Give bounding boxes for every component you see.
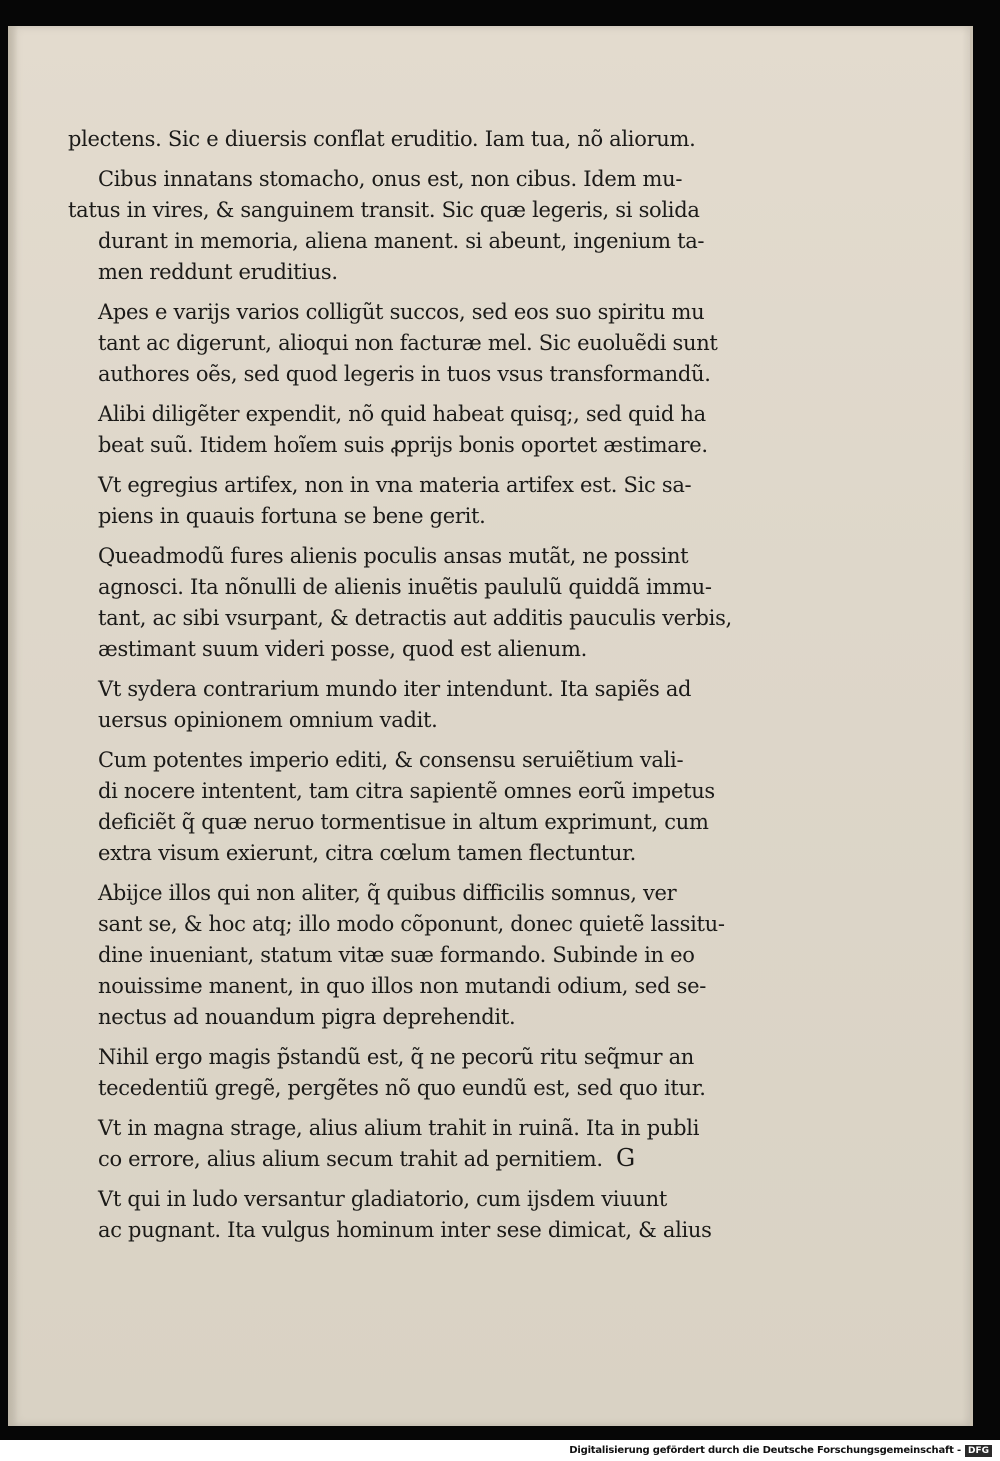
text-line: men reddunt eruditius. — [98, 260, 338, 284]
text-line: Alibi diligẽter expendit, nõ quid habeat quisq;, sed quid ha — [98, 402, 706, 426]
paragraph — [68, 878, 748, 1033]
text-block — [68, 124, 748, 1255]
page-gutter-shadow — [8, 26, 18, 1426]
paragraph — [68, 164, 748, 288]
paragraph — [68, 297, 748, 390]
text-line: tecedentiũ gregẽ, pergẽtes nõ quo eundũ est, sed quo itur. — [98, 1076, 706, 1100]
text-line: piens in quauis fortuna se bene gerit. — [98, 504, 486, 528]
text-line: tant, ac sibi vsurpant, & detractis aut additis pauculis verbis, — [98, 606, 732, 630]
digitization-credit-bar — [0, 1440, 1000, 1461]
text-line: co errore, alius alium secum trahit ad pernitiem. — [98, 1147, 603, 1171]
text-line: nectus ad nouandum pigra deprehendit. — [98, 1005, 516, 1029]
paragraph — [68, 541, 748, 665]
text-line: Vt sydera contrarium mundo iter intendunt. Ita sapiẽs ad — [98, 677, 692, 701]
text-line: Apes e varijs varios colligũt succos, sed eos suo spiritu mu — [98, 300, 705, 324]
funding-credit: Digitalisierung gefördert durch die Deutsche Forschungsgemeinschaft - — [569, 1445, 961, 1456]
text-line: deficiẽt q̃ quæ neruo tormentisue in altum exprimunt, cum — [98, 810, 709, 834]
paragraph — [68, 745, 748, 869]
text-line: Vt egregius artifex, non in vna materia artifex est. Sic sa- — [98, 473, 692, 497]
text-line: nouissime manent, in quo illos non mutandi odium, sed se- — [98, 974, 707, 998]
text-line: Nihil ergo magis p̃standũ est, q̃ ne pecorũ ritu seq̃mur an — [98, 1045, 695, 1069]
text-line: Vt in magna strage, alius alium trahit in ruinã. Ita in publi — [98, 1116, 700, 1140]
text-line: dine inueniant, statum vitæ suæ formando. Subinde in eo — [98, 943, 695, 967]
text-line: Cibus innatans stomacho, onus est, non cibus. Idem mu- — [98, 167, 683, 191]
text-line: plectens. Sic e diuersis conflat eruditio. Iam tua, nõ aliorum. — [68, 127, 696, 151]
text-line: Abijce illos qui non aliter, q̃ quibus difficilis somnus, ver — [98, 881, 677, 905]
text-line: Queadmodũ fures alienis poculis ansas mutãt, ne possint — [98, 544, 689, 568]
text-line: uersus opinionem omnium vadit. — [98, 708, 438, 732]
signature-mark: G — [616, 1144, 636, 1172]
paragraph — [68, 1184, 748, 1246]
book-page — [8, 26, 973, 1426]
text-line: ac pugnant. Ita vulgus hominum inter sese dimicat, & alius — [98, 1218, 712, 1242]
text-line: di nocere intentent, tam citra sapientẽ omnes eorũ impetus — [98, 779, 715, 803]
text-line: beat suũ. Itidem hoĩem suis ꝓprijs bonis oportet æstimare. — [98, 433, 708, 457]
text-line: agnosci. Ita nõnulli de alienis inuẽtis paululũ quiddã immu- — [98, 575, 712, 599]
text-line: tant ac digerunt, alioqui non facturæ mel. Sic euoluẽdi sunt — [98, 331, 718, 355]
text-line: Vt qui in ludo versantur gladiatorio, cum ijsdem viuunt — [98, 1187, 668, 1211]
text-line: authores oẽs, sed quod legeris in tuos vsus transformandũ. — [98, 362, 711, 386]
text-line: tatus in vires, & sanguinem transit. Sic quæ legeris, si solida — [68, 198, 700, 222]
paragraph — [68, 470, 748, 532]
dfg-logo-icon: DFG — [965, 1445, 992, 1457]
paragraph — [68, 124, 748, 155]
paragraph — [68, 1042, 748, 1104]
text-line: Cum potentes imperio editi, & consensu seruiẽtium vali- — [98, 748, 684, 772]
paragraph — [68, 399, 748, 461]
text-line: extra visum exierunt, citra cœlum tamen flectuntur. — [98, 841, 636, 865]
text-line: æstimant suum videri posse, quod est alienum. — [98, 637, 588, 661]
paragraph — [68, 674, 748, 736]
text-line: sant se, & hoc atq; illo modo cõponunt, donec quietẽ lassitu- — [98, 912, 725, 936]
paragraph — [68, 1113, 748, 1175]
text-line: durant in memoria, aliena manent. si abeunt, ingenium ta- — [98, 229, 705, 253]
